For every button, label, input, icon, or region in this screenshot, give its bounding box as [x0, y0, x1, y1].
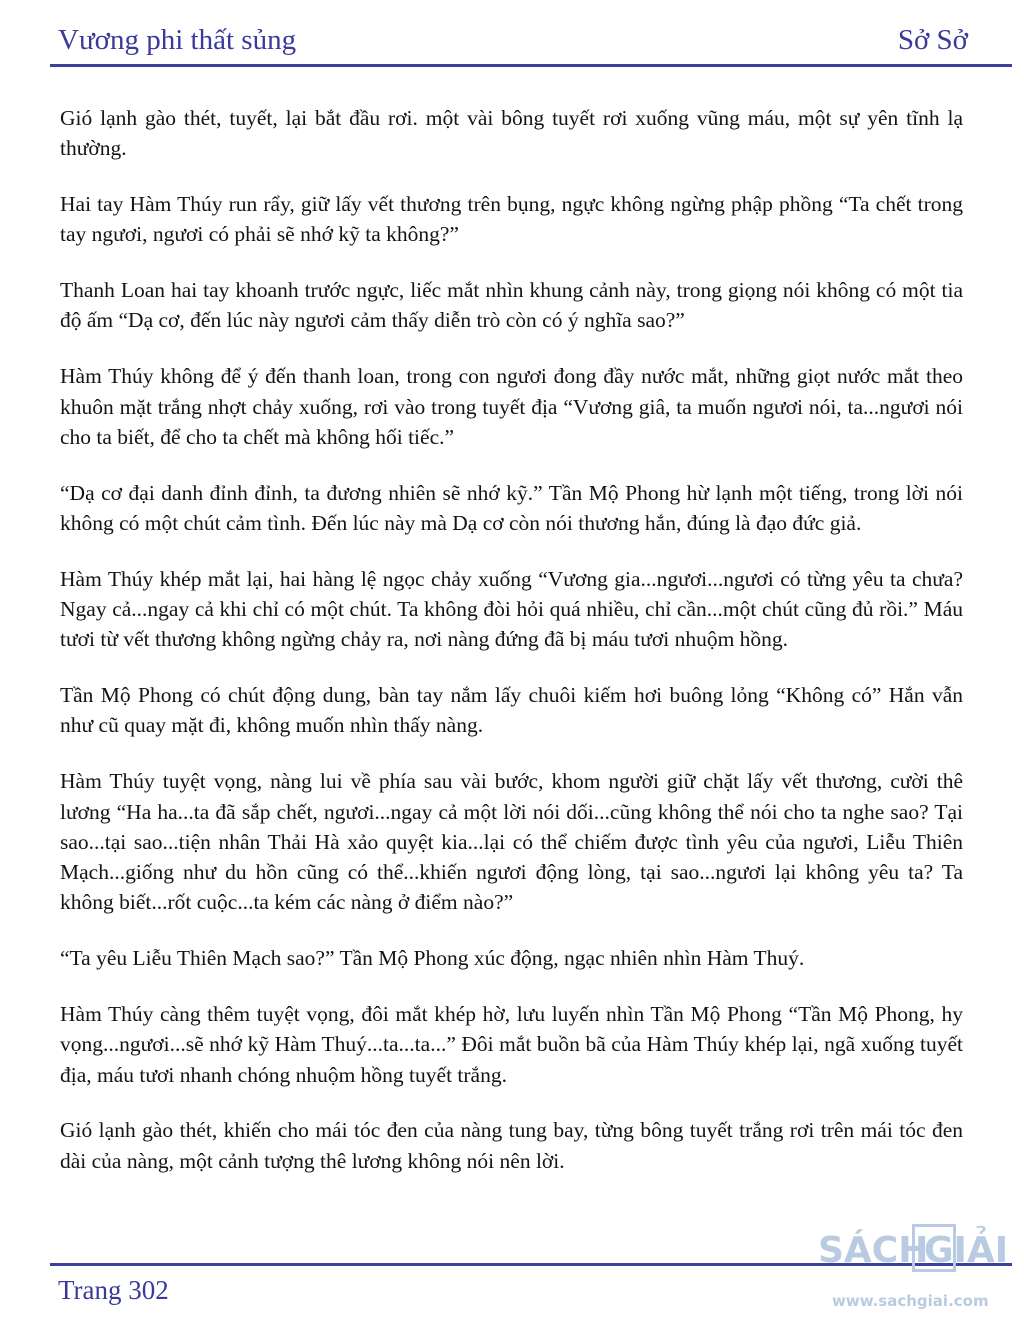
watermark-url: www.sachgiai.com: [832, 1292, 989, 1310]
paragraph: “Dạ cơ đại danh đỉnh đỉnh, ta đương nhiên sẽ nhớ kỹ.” Tần Mộ Phong hừ lạnh một tiếng, trong lời nói không có một chút cảm tình. Đến lúc này mà Dạ cơ còn nói thương hắn, đúng là đạo đức giả.: [60, 480, 963, 535]
book-title: Vương phi thất sủng: [58, 24, 297, 56]
sachgiai-logo: SÁCH GIẢI: [818, 1218, 1024, 1278]
page-body: [60, 103, 963, 1202]
paragraph: Gió lạnh gào thét, khiến cho mái tóc đen của nàng tung bay, từng bông tuyết trắng rơi trên mái tóc đen dài của nàng, một cảnh tượng thê lương không nói nên lời.: [60, 1118, 963, 1173]
page-number: Trang 302: [58, 1275, 169, 1305]
sachgiai-watermark: [818, 1218, 1024, 1318]
header-divider: [50, 64, 1012, 67]
paragraph: Hàm Thúy tuyệt vọng, nàng lui về phía sau vài bước, khom người giữ chặt lấy vết thương, cười thê lương “Ha ha...ta đã sắp chết, ngươi...ngay cả một lời nói dối...cũng không thể nói cho ta nghe sao? Tại sao...tại sao...tiện nhân Thải Hà xảo quyệt kia...lại có thể chiếm được tình yêu của ngươi, Liễu Thiên Mạch...giống như du hồn cũng có thể...khiến ngươi động lòng, tại sao...ngươi lại không yêu ta? Ta không biết...rốt cuộc...ta kém các nàng ở điểm nào?”: [60, 769, 963, 915]
paragraph: Gió lạnh gào thét, tuyết, lại bắt đầu rơi. một vài bông tuyết rơi xuống vũng máu, một sự yên tĩnh lạ thường.: [60, 106, 963, 161]
paragraph: Thanh Loan hai tay khoanh trước ngực, liếc mắt nhìn khung cảnh này, trong giọng nói không có một tia độ ấm “Dạ cơ, đến lúc này ngươi cảm thấy diễn trò còn có ý nghĩa sao?”: [60, 278, 963, 333]
paragraph: Hàm Thúy không để ý đến thanh loan, trong con ngươi đong đầy nước mắt, những giọt nước mắt theo khuôn mặt trắng nhợt chảy xuống, rơi vào trong tuyết địa “Vương giâ, ta muốn ngươi nói, ta...ngươi nói cho ta biết, để cho ta chết mà không hối tiếc.”: [60, 364, 963, 449]
paragraph: “Ta yêu Liễu Thiên Mạch sao?” Tần Mộ Phong xúc động, ngạc nhiên nhìn Hàm Thuý.: [60, 946, 805, 971]
paragraph: Hàm Thúy càng thêm tuyệt vọng, đôi mắt khép hờ, lưu luyến nhìn Tần Mộ Phong “Tần Mộ Phong, hy vọng...ngươi...sẽ nhớ kỹ Hàm Thuý...ta...ta...” Đôi mắt buồn bã của Hàm Thúy khép lại, ngã xuống tuyết địa, máu tươi nhanh chóng nhuộm hồng tuyết trắng.: [60, 1002, 963, 1087]
paragraph: Hai tay Hàm Thúy run rẩy, giữ lấy vết thương trên bụng, ngực không ngừng phập phồng “Ta chết trong tay ngươi, ngươi có phải sẽ nhớ kỹ ta không?”: [60, 192, 963, 247]
paragraph: Hàm Thúy khép mắt lại, hai hàng lệ ngọc chảy xuống “Vương gia...ngươi...ngươi có từng yêu ta chưa? Ngay cả...ngay cả khi chỉ có một chút. Ta không đòi hỏi quá nhiều, chỉ cần...một chút cũng đủ rồi.” Máu tươi từ vết thương không ngừng chảy ra, nơi nàng đứng đã bị máu tươi nhuộm hồng.: [60, 566, 963, 652]
page-header: [58, 24, 974, 64]
paragraph: Tần Mộ Phong có chút động dung, bàn tay nắm lấy chuôi kiếm hơi buông lỏng “Không có” Hắn vẫn như cũ quay mặt đi, không muốn nhìn thấy nàng.: [60, 683, 963, 738]
author-name: Sở Sở: [897, 24, 968, 56]
